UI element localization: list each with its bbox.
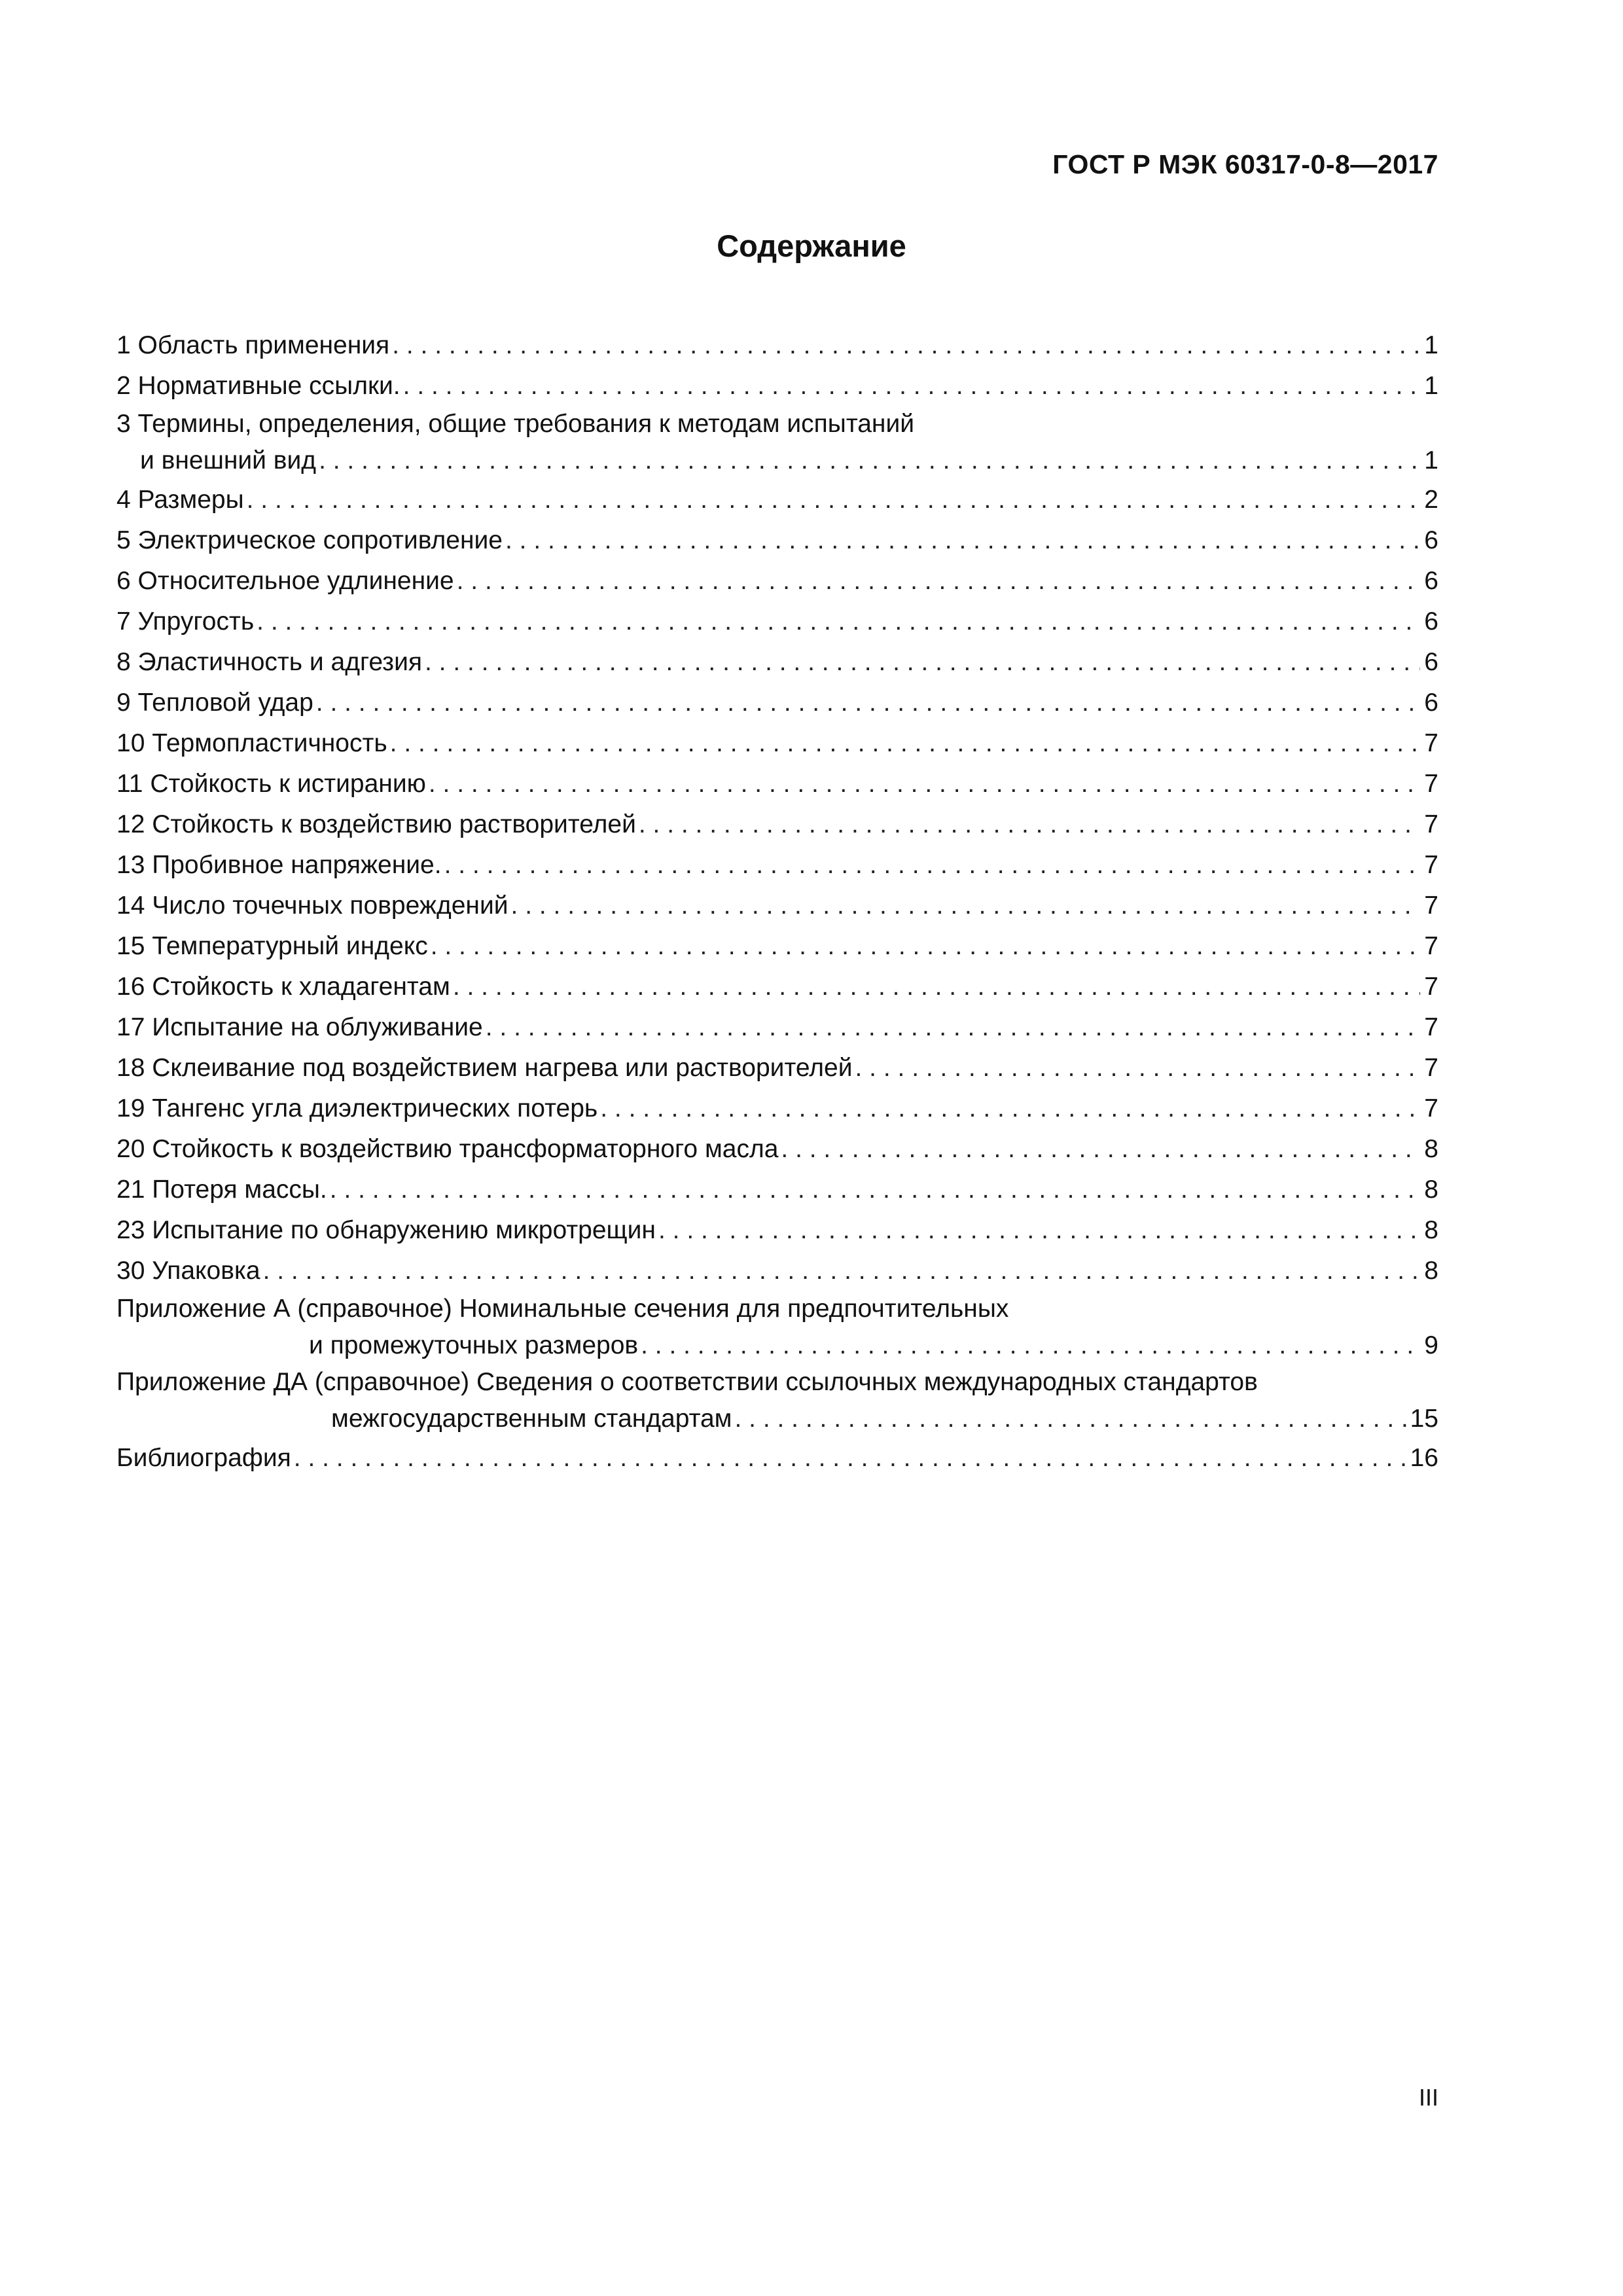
toc-entry-page: 7 (1424, 1054, 1438, 1082)
toc-entry-title: межгосударственным стандартам (331, 1405, 732, 1433)
toc-entry-page: 7 (1424, 1094, 1438, 1122)
toc-leader-dots (453, 967, 1420, 1007)
toc-entry[interactable] (116, 1048, 1438, 1088)
toc-entry[interactable] (116, 1170, 1438, 1210)
toc-entry-page: 6 (1424, 526, 1438, 554)
toc-entry-title: и промежуточных размеров (309, 1331, 639, 1359)
toc-leader-dots (486, 1007, 1420, 1048)
toc-entry[interactable] (116, 764, 1438, 804)
toc-entry-title: 21 Потеря массы. (116, 1175, 327, 1204)
toc-entry-title-line: Приложение ДА (справочное) Сведения о соответствии ссылочных международных стандартов (116, 1368, 1258, 1396)
toc-entry-page: 7 (1424, 770, 1438, 798)
toc-leader-dots (511, 886, 1420, 926)
toc-leader-dots (294, 1438, 1408, 1479)
toc-entry-page: 6 (1424, 607, 1438, 636)
toc-leader-dots (263, 1251, 1420, 1291)
toc-leader-dots (330, 1170, 1420, 1210)
toc-entry-page: 6 (1424, 689, 1438, 717)
toc-entry-title: 1 Область применения (116, 331, 390, 359)
toc-entry[interactable] (116, 1088, 1438, 1129)
toc-leader-dots (431, 926, 1420, 967)
toc-entry[interactable] (116, 561, 1438, 601)
document-code: ГОСТ Р МЭК 60317-0-8—2017 (1052, 149, 1438, 179)
toc-entry-page: 7 (1424, 932, 1438, 960)
toc-entry[interactable] (116, 1365, 1438, 1438)
page-number: III (1418, 2084, 1438, 2111)
toc-leader-dots (316, 683, 1420, 723)
toc-entry-page: 6 (1424, 567, 1438, 595)
toc-entry-title: 20 Стойкость к воздействию трансформаторного масла (116, 1135, 779, 1163)
toc-entry-page: 9 (1424, 1331, 1438, 1359)
toc-entry-title-line: 3 Термины, определения, общие требования к методам испытаний (116, 410, 915, 438)
toc-entry[interactable] (116, 1291, 1438, 1365)
toc-entry-title: 23 Испытание по обнаружению микротрещин (116, 1216, 656, 1244)
toc-entry[interactable] (116, 967, 1438, 1007)
toc-entry[interactable] (116, 1251, 1438, 1291)
toc-entry[interactable] (116, 480, 1438, 520)
toc-entry[interactable] (116, 366, 1438, 406)
toc-entry[interactable] (116, 325, 1438, 366)
toc-leader-dots (600, 1088, 1420, 1129)
toc-entry-page: 7 (1424, 973, 1438, 1001)
toc-entry-page: 2 (1424, 486, 1438, 514)
toc-entry[interactable] (116, 1438, 1438, 1479)
toc-entry-page: 15 (1410, 1405, 1438, 1433)
toc-entry-title: 2 Нормативные ссылки. (116, 372, 401, 400)
toc-entry-page: 8 (1424, 1216, 1438, 1244)
toc-entry[interactable] (116, 683, 1438, 723)
toc-entry-title: 6 Относительное удлинение (116, 567, 454, 595)
toc-entry-page: 8 (1424, 1257, 1438, 1285)
toc-entry-title: 9 Тепловой удар (116, 689, 313, 717)
toc-entry[interactable] (116, 642, 1438, 683)
toc-entry[interactable] (116, 1007, 1438, 1048)
toc-entry-page: 7 (1424, 891, 1438, 920)
toc-leader-dots (658, 1210, 1420, 1251)
toc-entry-page: 1 (1424, 331, 1438, 359)
toc-leader-dots (429, 764, 1420, 804)
toc-entry-title: 15 Температурный индекс (116, 932, 428, 960)
toc-entry-title: 11 Стойкость к истиранию (116, 770, 426, 798)
toc-entry-page: 1 (1424, 446, 1438, 475)
toc-title: Содержание (717, 228, 906, 263)
toc-entry-title: 19 Тангенс угла диэлектрических потерь (116, 1094, 598, 1122)
toc-entry[interactable] (116, 1129, 1438, 1170)
toc-entry-page: 8 (1424, 1135, 1438, 1163)
toc-leader-dots (735, 1400, 1408, 1438)
toc-entry-page: 7 (1424, 1013, 1438, 1041)
toc-entry[interactable] (116, 845, 1438, 886)
toc-leader-dots (425, 642, 1420, 683)
toc-entry[interactable] (116, 804, 1438, 845)
toc-entry-page: 6 (1424, 648, 1438, 676)
toc-entry-title: 7 Упругость (116, 607, 255, 636)
toc-leader-dots (505, 520, 1420, 561)
toc-entry-page: 8 (1424, 1175, 1438, 1204)
toc-entry-title: 8 Эластичность и адгезия (116, 648, 422, 676)
toc-leader-dots (639, 804, 1420, 845)
toc-leader-dots (457, 561, 1420, 601)
toc-entry-title: Библиография (116, 1444, 291, 1472)
toc-entry-page: 7 (1424, 851, 1438, 879)
toc-entry-title: 17 Испытание на облуживание (116, 1013, 483, 1041)
toc-entry[interactable] (116, 1210, 1438, 1251)
toc-entry-page: 7 (1424, 729, 1438, 757)
toc-entry-title: 14 Число точечных повреждений (116, 891, 508, 920)
toc-entry-title-line: Приложение А (справочное) Номинальные сечения для предпочтительных (116, 1295, 1009, 1323)
toc-leader-dots (781, 1129, 1420, 1170)
toc-leader-dots (390, 723, 1420, 764)
toc-entry-title: 18 Склеивание под воздействием нагрева или растворителей (116, 1054, 853, 1082)
toc-entry-title: 5 Электрическое сопротивление (116, 526, 503, 554)
table-of-contents (116, 325, 1438, 1479)
toc-entry-title: 4 Размеры (116, 486, 244, 514)
toc-entry-title: 30 Упаковка (116, 1257, 260, 1285)
toc-entry[interactable] (116, 926, 1438, 967)
toc-entry[interactable] (116, 886, 1438, 926)
toc-leader-dots (641, 1327, 1420, 1365)
toc-leader-dots (855, 1048, 1420, 1088)
toc-entry[interactable] (116, 601, 1438, 642)
toc-entry-title: 16 Стойкость к хладагентам (116, 973, 450, 1001)
toc-leader-dots (319, 442, 1420, 480)
toc-entry-title: 13 Пробивное напряжение. (116, 851, 442, 879)
toc-entry-title: и внешний вид (140, 446, 317, 475)
toc-entry-title: 10 Термопластичность (116, 729, 387, 757)
toc-leader-dots (257, 601, 1420, 642)
toc-entry-page: 1 (1424, 372, 1438, 400)
toc-leader-dots (403, 366, 1420, 406)
toc-entry[interactable] (116, 520, 1438, 561)
toc-leader-dots (247, 480, 1420, 520)
toc-leader-dots (444, 845, 1420, 886)
toc-entry[interactable] (116, 406, 1438, 480)
toc-entry-page: 7 (1424, 810, 1438, 838)
toc-entry[interactable] (116, 723, 1438, 764)
toc-leader-dots (392, 325, 1420, 366)
toc-entry-title: 12 Стойкость к воздействию растворителей (116, 810, 636, 838)
toc-entry-page: 16 (1410, 1444, 1438, 1472)
